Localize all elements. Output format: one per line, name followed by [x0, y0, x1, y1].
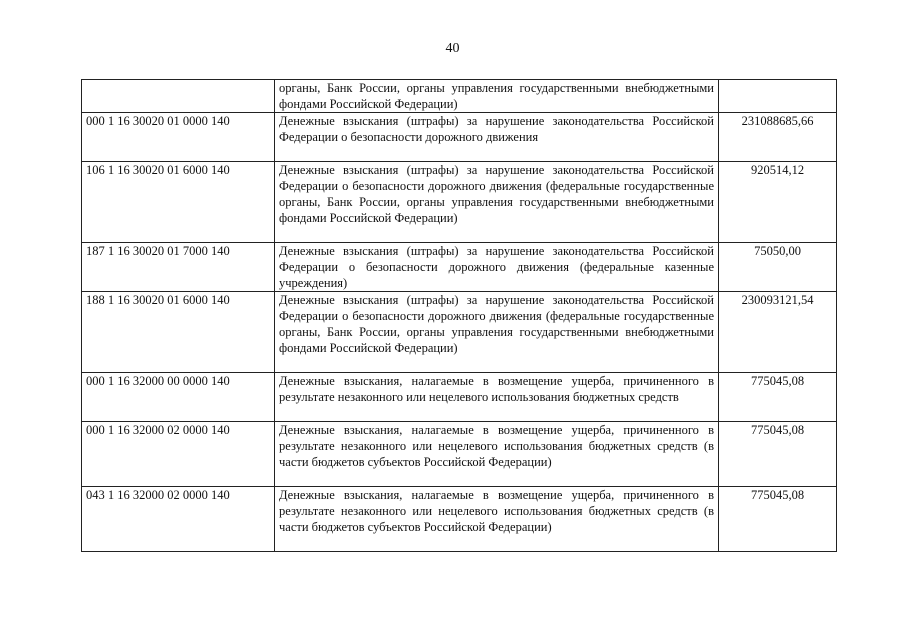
table-row	[82, 487, 837, 552]
budget-code-cell: 000 1 16 32000 00 0000 140	[82, 373, 275, 422]
amount-cell: 775045,08	[719, 373, 837, 422]
page-number: 40	[445, 41, 460, 56]
budget-code-cell: 000 1 16 30020 01 0000 140	[82, 113, 275, 162]
revenue-name-cell: Денежные взыскания, налагаемые в возмещение ущерба, причиненного в результате незаконного или нецелевого использования бюджетных средств	[275, 373, 719, 422]
table-row	[82, 162, 837, 243]
revenue-name-cell: Денежные взыскания (штрафы) за нарушение законодательства Российской Федерации о безопасности дорожного движения (федеральные казенные учреждения)	[275, 243, 719, 292]
budget-code-cell: 106 1 16 30020 01 6000 140	[82, 162, 275, 243]
revenue-name-cell: органы, Банк России, органы управления государственными внебюджетными фондами Российской Федерации)	[275, 80, 719, 113]
amount-cell: 920514,12	[719, 162, 837, 243]
revenue-name-cell: Денежные взыскания, налагаемые в возмещение ущерба, причиненного в результате незаконного или нецелевого использования бюджетных средств (в части бюджетов субъектов Российской Федерации)	[275, 487, 719, 552]
amount-cell: 230093121,54	[719, 292, 837, 373]
revenue-name-cell: Денежные взыскания (штрафы) за нарушение законодательства Российской Федерации о безопасности дорожного движения (федеральные государственные органы, Банк России, органы управления государственными внебюджетными фондами Российской Федерации)	[275, 292, 719, 373]
table-row	[82, 80, 837, 113]
revenue-name-cell: Денежные взыскания, налагаемые в возмещение ущерба, причиненного в результате незаконного или нецелевого использования бюджетных средств (в части бюджетов субъектов Российской Федерации)	[275, 422, 719, 487]
amount-cell: 775045,08	[719, 487, 837, 552]
table-row	[82, 243, 837, 292]
table-row	[82, 292, 837, 373]
amount-cell: 75050,00	[719, 243, 837, 292]
amount-cell	[719, 80, 837, 113]
budget-code-cell: 000 1 16 32000 02 0000 140	[82, 422, 275, 487]
budget-code-cell: 188 1 16 30020 01 6000 140	[82, 292, 275, 373]
amount-cell: 231088685,66	[719, 113, 837, 162]
table-row	[82, 113, 837, 162]
table-row	[82, 422, 837, 487]
budget-revenue-table	[81, 79, 837, 552]
revenue-name-cell: Денежные взыскания (штрафы) за нарушение законодательства Российской Федерации о безопасности дорожного движения	[275, 113, 719, 162]
budget-code-cell: 187 1 16 30020 01 7000 140	[82, 243, 275, 292]
revenue-name-cell: Денежные взыскания (штрафы) за нарушение законодательства Российской Федерации о безопасности дорожного движения (федеральные государственные органы, Банк России, органы управления государственными внебюджетными фондами Российской Федерации)	[275, 162, 719, 243]
budget-code-cell: 043 1 16 32000 02 0000 140	[82, 487, 275, 552]
amount-cell: 775045,08	[719, 422, 837, 487]
budget-code-cell	[82, 80, 275, 113]
table-row	[82, 373, 837, 422]
